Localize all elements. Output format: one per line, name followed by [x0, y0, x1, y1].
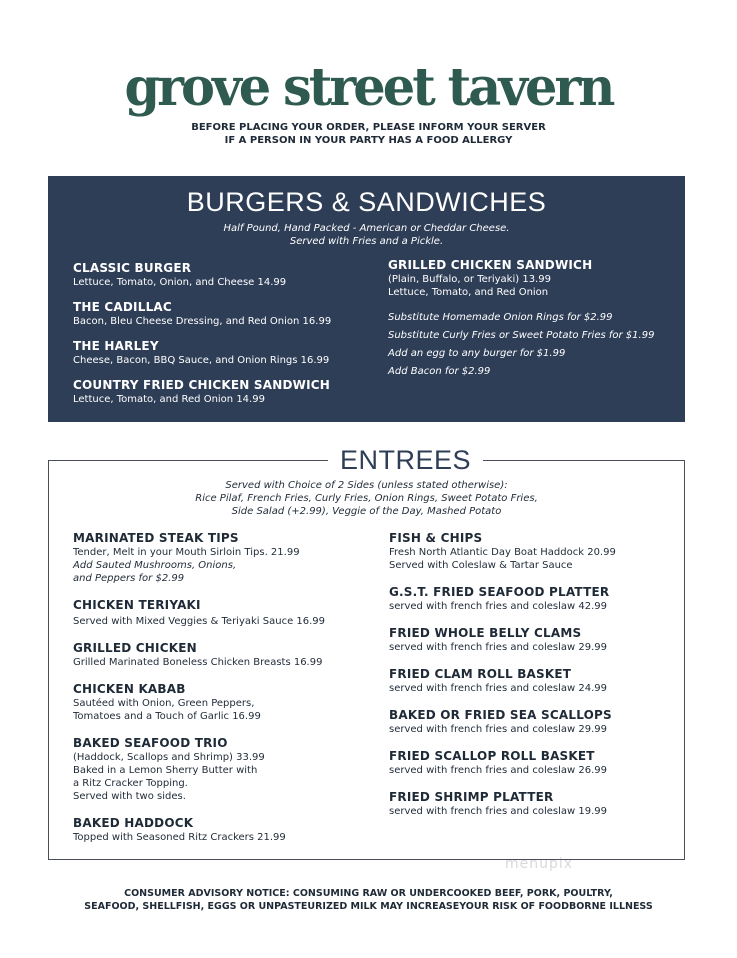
- menu-item: [389, 708, 679, 736]
- item-name: GRILLED CHICKEN: [73, 641, 197, 655]
- menu-item: [73, 682, 373, 723]
- item-description: served with french fries and coleslaw 19.99: [389, 806, 607, 817]
- burgers-subtitle-line-2: Served with Fries and a Pickle.: [289, 236, 444, 247]
- burgers-subtitle: [48, 222, 685, 248]
- item-name: THE CADILLAC: [73, 300, 172, 314]
- item-description: Topped with Seasoned Ritz Crackers 21.99: [73, 832, 286, 843]
- entrees-right-column: [389, 531, 679, 831]
- item-name: FRIED WHOLE BELLY CLAMS: [389, 626, 582, 640]
- item-name: BAKED SEAFOOD TRIO: [73, 736, 228, 750]
- item-name: CHICKEN TERIYAKI: [73, 598, 201, 612]
- item-name: MARINATED STEAK TIPS: [73, 531, 239, 545]
- advisory-line-1: CONSUMER ADVISORY NOTICE: CONSUMING RAW OR UNDERCOOKED BEEF, PORK, POULTRY,: [124, 888, 613, 899]
- item-description: Sautéed with Onion, Green Peppers,: [73, 698, 255, 709]
- item-name: COUNTRY FRIED CHICKEN SANDWICH: [73, 378, 330, 392]
- item-description: Bacon, Bleu Cheese Dressing, and Red Onion 16.99: [73, 316, 332, 327]
- menu-item: [389, 585, 679, 613]
- allergy-notice: [0, 121, 737, 147]
- restaurant-logo: grove street tavern: [124, 57, 613, 118]
- item-description: Grilled Marinated Boneless Chicken Breasts 16.99: [73, 657, 323, 668]
- item-description: Cheese, Bacon, BBQ Sauce, and Onion Rings 16.99: [73, 355, 330, 366]
- entrees-subtitle-line-3: Side Salad (+2.99), Veggie of the Day, Mashed Potato: [231, 506, 502, 517]
- extra-option: Add Bacon for $2.99: [388, 366, 491, 377]
- menu-item: [389, 790, 679, 818]
- entrees-subtitle-line-1: Served with Choice of 2 Sides (unless stated otherwise):: [225, 480, 508, 491]
- menu-item: [389, 667, 679, 695]
- item-description: (Plain, Buffalo, or Teriyaki) 13.99: [388, 274, 551, 285]
- item-name: FRIED CLAM ROLL BASKET: [389, 667, 572, 681]
- extra-option: Substitute Homemade Onion Rings for $2.99: [388, 312, 613, 323]
- item-description: served with french fries and coleslaw 26.99: [389, 765, 607, 776]
- item-name: BAKED HADDOCK: [73, 816, 194, 830]
- item-description: Served with Mixed Veggies & Teriyaki Sauce 16.99: [73, 616, 326, 627]
- item-name: FISH & CHIPS: [389, 531, 483, 545]
- item-name: CHICKEN KABAB: [73, 682, 186, 696]
- extra-option: Add an egg to any burger for $1.99: [388, 348, 566, 359]
- menu-item: [73, 736, 373, 803]
- menu-item: [389, 626, 679, 654]
- item-description: Tender, Melt in your Mouth Sirloin Tips. 21.99: [73, 547, 300, 558]
- menu-item: [73, 300, 373, 328]
- item-description: served with french fries and coleslaw 29.99: [389, 724, 607, 735]
- burgers-title: BURGERS & SANDWICHES: [186, 187, 547, 217]
- entrees-left-column: [73, 531, 373, 857]
- menu-item: [73, 598, 373, 628]
- item-description: Tomatoes and a Touch of Garlic 16.99: [73, 711, 261, 722]
- item-description: Baked in a Lemon Sherry Butter with: [73, 765, 258, 776]
- item-description: (Haddock, Scallops and Shrimp) 33.99: [73, 752, 265, 763]
- burgers-subtitle-line-1: Half Pound, Hand Packed - American or Cheddar Cheese.: [223, 223, 510, 234]
- allergy-line-2: IF A PERSON IN YOUR PARTY HAS A FOOD ALLERGY: [224, 135, 513, 146]
- entrees-section: [48, 445, 685, 860]
- entrees-subtitle-line-2: Rice Pilaf, French Fries, Curly Fries, Onion Rings, Sweet Potato Fries,: [195, 493, 538, 504]
- item-description: Lettuce, Tomato, Onion, and Cheese 14.99: [73, 277, 287, 288]
- watermark: menupix: [505, 856, 574, 872]
- entrees-title: ENTREES: [328, 444, 483, 476]
- item-name: G.S.T. FRIED SEAFOOD PLATTER: [389, 585, 610, 599]
- advisory-line-2: SEAFOOD, SHELLFISH, EGGS OR UNPASTEURIZED MILK MAY INCREASEYOUR RISK OF FOODBORNE ILLNESS: [84, 901, 653, 912]
- menu-item: [73, 641, 373, 669]
- burgers-left-column: [73, 261, 373, 417]
- item-name: FRIED SCALLOP ROLL BASKET: [389, 749, 595, 763]
- allergy-line-1: BEFORE PLACING YOUR ORDER, PLEASE INFORM YOUR SERVER: [191, 122, 546, 133]
- menu-item: [73, 378, 373, 406]
- item-description: a Ritz Cracker Topping.: [73, 778, 188, 789]
- extra-option: Substitute Curly Fries or Sweet Potato Fries for $1.99: [388, 330, 655, 341]
- menu-item: [73, 261, 373, 289]
- menu-item: [388, 258, 678, 299]
- item-name: GRILLED CHICKEN SANDWICH: [388, 258, 593, 272]
- item-description: Lettuce, Tomato, and Red Onion: [388, 287, 549, 298]
- burgers-right-column: [388, 258, 678, 383]
- item-description: Served with two sides.: [73, 791, 186, 802]
- consumer-advisory: [0, 887, 737, 913]
- item-description: served with french fries and coleslaw 29.99: [389, 642, 607, 653]
- item-description: served with french fries and coleslaw 42.99: [389, 601, 607, 612]
- burgers-section: [48, 176, 685, 422]
- item-name: THE HARLEY: [73, 339, 159, 353]
- item-description: served with french fries and coleslaw 24.99: [389, 683, 607, 694]
- item-note: and Peppers for $2.99: [73, 573, 185, 584]
- item-description: Fresh North Atlantic Day Boat Haddock 20.99: [389, 547, 616, 558]
- item-name: BAKED OR FRIED SEA SCALLOPS: [389, 708, 612, 722]
- entrees-subtitle: [49, 479, 684, 518]
- menu-item: [73, 531, 373, 585]
- menu-item: [73, 816, 373, 844]
- menu-item: [389, 531, 679, 572]
- item-note: Add Sauted Mushrooms, Onions,: [73, 560, 237, 571]
- item-description: Served with Coleslaw & Tartar Sauce: [389, 560, 573, 571]
- item-name: CLASSIC BURGER: [73, 261, 192, 275]
- item-name: FRIED SHRIMP PLATTER: [389, 790, 554, 804]
- item-description: Lettuce, Tomato, and Red Onion 14.99: [73, 394, 265, 405]
- menu-item: [73, 339, 373, 367]
- menu-item: [389, 749, 679, 777]
